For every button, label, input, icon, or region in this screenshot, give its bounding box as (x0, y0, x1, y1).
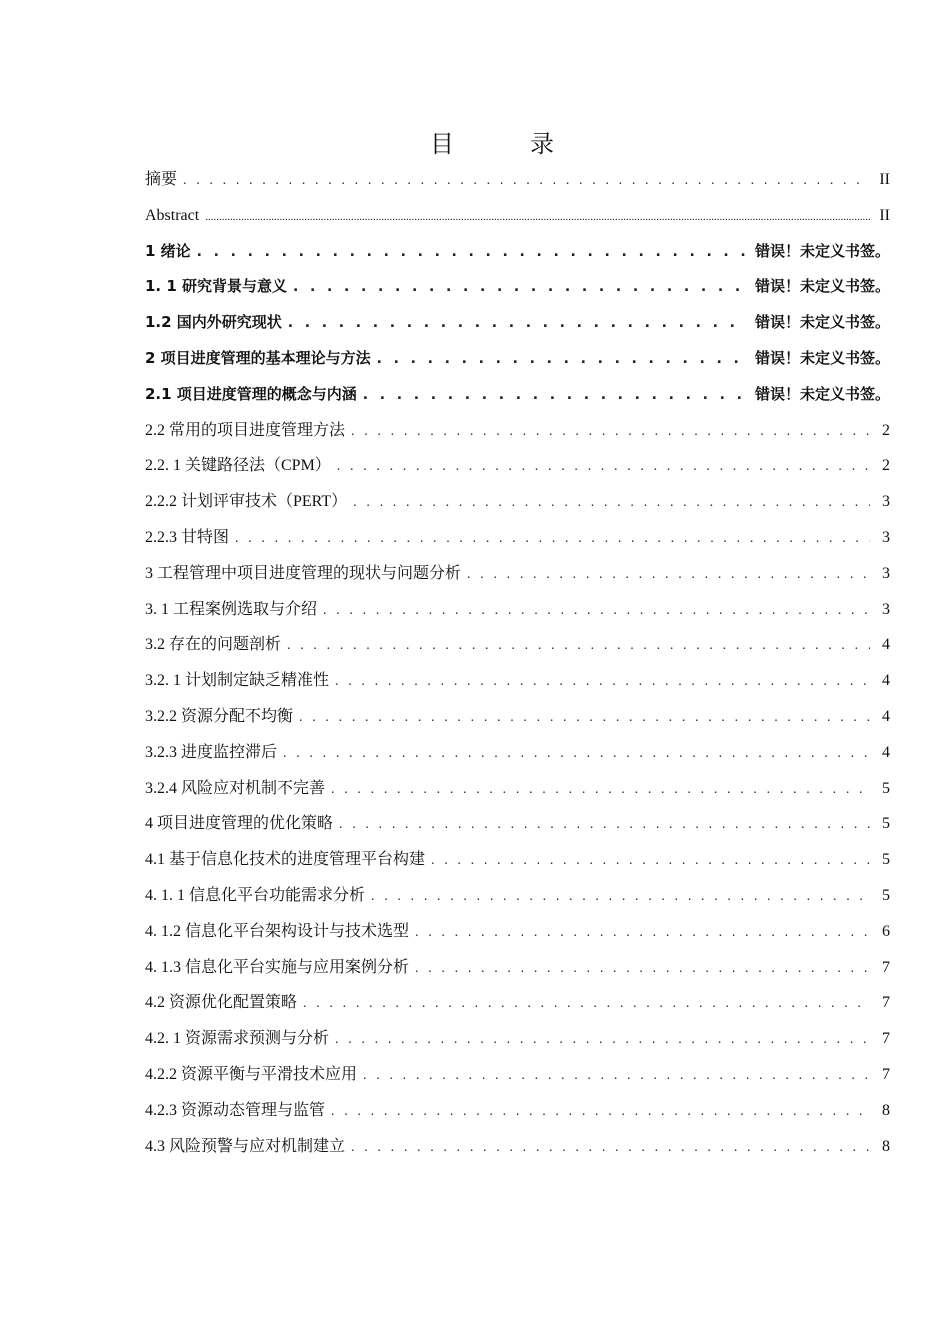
toc-entry-label: 4. 1. 1 信息化平台功能需求分析 (145, 886, 366, 904)
toc-entry-page-number: 8 (882, 1101, 890, 1119)
toc-entry[interactable] (145, 878, 890, 914)
toc-dot-leader (288, 306, 745, 342)
toc-entry-page-number: 5 (882, 886, 890, 904)
toc-dot-leader (351, 414, 870, 450)
toc-entry-label: 4.3 风险预警与应对机制建立 (145, 1137, 346, 1155)
toc-dot-leader (377, 342, 745, 378)
toc-entry-page-number: 4 (882, 707, 890, 725)
toc-dot-leader (287, 628, 870, 664)
toc-entry-page-number: 错误！未定义书签。 (754, 384, 890, 403)
toc-entry[interactable] (145, 305, 890, 341)
toc-entry[interactable] (145, 771, 890, 807)
toc-entry[interactable] (145, 842, 890, 878)
toc-entry-label: 4. 1.3 信息化平台实施与应用案例分析 (145, 958, 410, 976)
toc-entry[interactable] (145, 914, 890, 950)
toc-dot-leader (431, 843, 870, 879)
toc-dot-leader (335, 1022, 870, 1058)
toc-dot-leader (363, 378, 745, 414)
toc-entry-label: 1 绪论 (145, 241, 191, 260)
toc-entry[interactable] (145, 341, 890, 377)
toc-entry[interactable] (145, 1129, 890, 1165)
toc-entry-page-number: 6 (882, 922, 890, 940)
toc-entry-page-number: 5 (882, 815, 890, 833)
toc-dot-leader (415, 951, 870, 987)
toc-entry-label: 4 项目进度管理的优化策略 (145, 815, 334, 833)
toc-entry-page-number: 7 (882, 1030, 890, 1048)
toc-entry[interactable] (145, 985, 890, 1021)
toc-entry-page-number: 3 (882, 528, 890, 546)
toc-entry[interactable] (145, 520, 890, 556)
toc-dot-leader (371, 879, 870, 915)
toc-entry-label: 3. 1 工程案例选取与介绍 (145, 600, 318, 618)
toc-dot-leader (337, 449, 870, 485)
toc-entry-page-number: II (879, 171, 890, 188)
toc-entry-label: 2 项目进度管理的基本理论与方法 (145, 348, 371, 367)
toc-entry[interactable] (145, 592, 890, 628)
toc-entry-label: 2.2. 1 关键路径法（CPM） (145, 457, 331, 475)
toc-dot-leader (205, 200, 870, 236)
toc-entry-page-number: 错误！未定义书签。 (754, 313, 890, 332)
toc-entry-label: Abstract (145, 206, 200, 224)
toc-entry-page-number: 4 (882, 743, 890, 761)
toc-entry-label: 4.2 资源优化配置策略 (145, 994, 298, 1012)
toc-entry[interactable] (145, 806, 890, 842)
toc-entry[interactable] (145, 627, 890, 663)
toc-entry-label: 3.2.4 风险应对机制不完善 (145, 779, 326, 797)
toc-entry-label: 4.2. 1 资源需求预测与分析 (145, 1030, 330, 1048)
toc-entry[interactable] (145, 1021, 890, 1057)
toc-entry-page-number: 7 (882, 958, 890, 976)
toc-entry-page-number: 3 (882, 600, 890, 618)
toc-dot-leader (351, 1130, 870, 1166)
toc-entry-label: 3.2.3 进度监控滞后 (145, 743, 278, 761)
toc-entry-label: 2.2.3 甘特图 (145, 528, 230, 546)
toc-entry[interactable] (145, 234, 890, 270)
toc-dot-leader (299, 700, 870, 736)
toc-entry[interactable] (145, 162, 890, 198)
toc-entry-page-number: 2 (882, 457, 890, 475)
toc-entry-label: 1. 1 研究背景与意义 (145, 277, 288, 296)
toc-entry-label: 1.2 国内外研究现状 (145, 313, 282, 332)
toc-dot-leader (323, 593, 870, 629)
toc-entry-label: 4.1 基于信息化技术的进度管理平台构建 (145, 851, 426, 869)
toc-entry[interactable] (145, 413, 890, 449)
toc-entry[interactable] (145, 699, 890, 735)
toc-entry-label: 3.2 存在的问题剖析 (145, 636, 282, 654)
toc-dot-leader (303, 986, 870, 1022)
toc-entry[interactable] (145, 1093, 890, 1129)
toc-entry-page-number: 7 (882, 1065, 890, 1083)
toc-entry[interactable] (145, 198, 890, 234)
toc-entry-label: 2.2.2 计划评审技术（PERT） (145, 493, 348, 511)
toc-entry-label: 2.2 常用的项目进度管理方法 (145, 421, 346, 439)
toc-entry-page-number: 3 (882, 564, 890, 582)
toc-entry[interactable] (145, 1057, 890, 1093)
toc-entry-page-number: 2 (882, 421, 890, 439)
toc-entry-page-number: 7 (882, 994, 890, 1012)
toc-entry-page-number: 4 (882, 672, 890, 690)
toc-entry-label: 4.2.3 资源动态管理与监管 (145, 1101, 326, 1119)
toc-entry-page-number: 5 (882, 779, 890, 797)
toc-entry-label: 4. 1.2 信息化平台架构设计与技术选型 (145, 922, 410, 940)
toc-dot-leader (331, 1094, 870, 1130)
toc-entry[interactable] (145, 377, 890, 413)
toc-entry[interactable] (145, 950, 890, 986)
toc-entry-label: 3 工程管理中项目进度管理的现状与问题分析 (145, 564, 462, 582)
toc-dot-leader (363, 1058, 870, 1094)
toc-entry-page-number: 8 (882, 1137, 890, 1155)
toc-entry-label: 摘要 (145, 171, 178, 188)
toc-entry-page-number: 错误！未定义书签。 (754, 241, 890, 260)
table-of-contents (145, 162, 890, 1164)
toc-dot-leader (197, 235, 745, 271)
toc-dot-leader (353, 485, 870, 521)
toc-entry-page-number: 3 (882, 493, 890, 511)
toc-entry-label: 4.2.2 资源平衡与平滑技术应用 (145, 1065, 358, 1083)
toc-entry-label: 2.1 项目进度管理的概念与内涵 (145, 384, 357, 403)
toc-dot-leader (335, 664, 870, 700)
toc-dot-leader (293, 270, 745, 306)
toc-title: 目 录 (430, 130, 580, 158)
toc-entry-label: 3.2.2 资源分配不均衡 (145, 707, 294, 725)
toc-entry-page-number: 4 (882, 636, 890, 654)
toc-dot-leader (339, 807, 870, 843)
toc-entry-page-number: II (879, 206, 890, 224)
toc-dot-leader (235, 521, 870, 557)
toc-entry-page-number: 5 (882, 851, 890, 869)
toc-entry-page-number: 错误！未定义书签。 (754, 277, 890, 296)
toc-dot-leader (331, 772, 870, 808)
toc-entry[interactable] (145, 269, 890, 305)
toc-entry-page-number: 错误！未定义书签。 (754, 348, 890, 367)
toc-entry[interactable] (145, 484, 890, 520)
toc-dot-leader (467, 557, 870, 593)
toc-dot-leader (415, 915, 870, 951)
toc-entry[interactable] (145, 663, 890, 699)
toc-entry[interactable] (145, 556, 890, 592)
toc-entry[interactable] (145, 735, 890, 771)
toc-dot-leader (283, 736, 870, 772)
toc-entry[interactable] (145, 448, 890, 484)
toc-entry-label: 3.2. 1 计划制定缺乏精准性 (145, 672, 330, 690)
toc-dot-leader (183, 163, 870, 199)
